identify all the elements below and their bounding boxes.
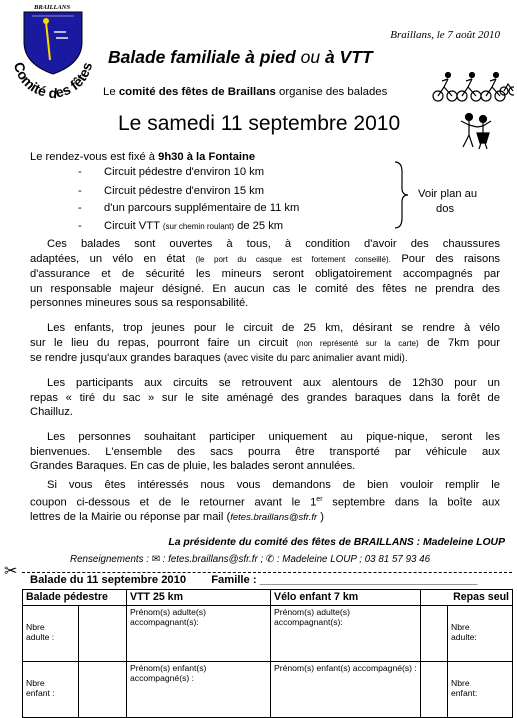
paragraph-lunch: Les participants aux circuits se retrouvent aux alentours de 12h30 pour un repas « tiré du sac » sur le site aménagé des grandes baraques dans la forêt de Chailluz. bbox=[30, 377, 500, 419]
column-header: VTT 25 km bbox=[127, 590, 271, 606]
adult-vtt-field[interactable]: Prénom(s) adulte(s) accompagnant(s): bbox=[127, 606, 271, 662]
column-header: Repas seul bbox=[421, 590, 513, 606]
paragraph-picnic: Les personnes souhaitant participer uniquement au pique-nique, seront les bienvenues. L'ensemble des sacs pourra être transporté par véhicule aux Grandes Baraques. En cas de pluie, les balades seront annulées. bbox=[30, 431, 500, 473]
contact-info: Renseignements : ✉ : fetes.braillans@sfr.fr ; ✆ : Madeleine LOUP ; 03 81 57 93 46 bbox=[70, 554, 431, 565]
list-item: - Circuit pédestre d'environ 15 km bbox=[78, 185, 265, 197]
telephone-icon: ✆ bbox=[265, 554, 275, 565]
adult-meal-field[interactable]: Nbre adulte: bbox=[448, 606, 513, 662]
table-row bbox=[23, 606, 513, 662]
list-item: - Circuit VTT (sur chemin roulant) de 25 km bbox=[78, 220, 284, 232]
adult-bike-field[interactable]: Prénom(s) adulte(s) accompagnant(s): bbox=[271, 606, 421, 662]
child-meal-field[interactable]: Nbre enfant: bbox=[448, 662, 513, 718]
registration-form bbox=[22, 589, 513, 718]
scissors-icon: ✂ bbox=[4, 563, 18, 580]
organiser-name: comité des fêtes de Braillans bbox=[118, 86, 276, 98]
column-header: Vélo enfant 7 km bbox=[271, 590, 421, 606]
adult-walk-field[interactable] bbox=[79, 606, 127, 662]
signature-line: La présidente du comité des fêtes de BRAILLANS : Madeleine LOUP bbox=[168, 537, 505, 548]
event-date-title: Le samedi 11 septembre 2010 bbox=[118, 112, 401, 135]
adult-count-label: Nbre adulte : bbox=[23, 606, 79, 662]
column-header: Balade pédestre bbox=[23, 590, 127, 606]
headline-part-2: à VTT bbox=[324, 47, 373, 67]
meeting-point: Le rendez-vous est fixé à 9h30 à la Fontaine bbox=[30, 151, 256, 163]
envelope-icon: ✉ bbox=[151, 554, 160, 565]
place-and-date: Braillans, le 7 août 2010 bbox=[390, 29, 500, 41]
cut-line bbox=[22, 572, 512, 573]
organiser-line: Le comité des fêtes de Braillans organise des balades bbox=[103, 86, 388, 98]
dancers-illustration bbox=[455, 111, 497, 151]
child-bike-field[interactable]: Prénom(s) enfant(s) accompagné(s) : bbox=[271, 662, 421, 718]
headline-or: ou bbox=[300, 47, 321, 67]
adult-meal-spacer bbox=[421, 606, 448, 662]
child-vtt-field[interactable]: Prénom(s) enfant(s) accompagné(s) : bbox=[127, 662, 271, 718]
comite-des-fetes-logo bbox=[2, 2, 100, 102]
meeting-point-place: 9h30 à la Fontaine bbox=[158, 151, 256, 163]
paragraph-equipment: Ces balades sont ouvertes à tous, à condition d'avoir des chaussures adaptées, un vélo en état (le port du casque est fortement conseillé). Pour des raisons d'assurance et de sécurité les mineurs seront obligatoirement accompagnés par un responsable majeur désigné. En aucun cas le comité des fêtes ne prendra des personnes mineures sous sa responsabilité. bbox=[30, 238, 501, 310]
form-heading: Balade du 11 septembre 2010 Famille : ___________________________________ bbox=[30, 574, 478, 586]
logo-top-text: BRAILLANS bbox=[34, 4, 71, 11]
list-item: - d'un parcours supplémentaire de 11 km bbox=[78, 202, 300, 214]
table-row bbox=[23, 662, 513, 718]
see-map-note: Voir plan au dos bbox=[418, 188, 478, 215]
paragraph-registration: Si vous êtes intéressés nous vous demandons de bien vouloir remplir le coupon ci-dessous et de le retourner avant le 1er septembre dans la boîte aux lettres de la Mairie ou réponse par mail (fetes.braillans@sfr.fr ) bbox=[30, 479, 500, 523]
page-headline bbox=[108, 47, 438, 68]
contact-email: fetes.braillans@sfr.fr bbox=[230, 511, 318, 523]
headline-part-1: Balade familiale à pied bbox=[108, 47, 296, 67]
brace-icon bbox=[393, 160, 409, 230]
list-item: - Circuit pédestre d'environ 10 km bbox=[78, 166, 265, 178]
child-meal-spacer bbox=[421, 662, 448, 718]
logo-ring-text: Comité des fêtes bbox=[10, 60, 96, 102]
child-count-label: Nbre enfant : bbox=[23, 662, 79, 718]
paragraph-children: Les enfants, trop jeunes pour le circuit de 25 km, désirant se rendre à vélo sur le lieu du repas, pourront faire un circuit (non représenté sur la carte) de 7km pour se rendre jusqu'aux grandes baraques (avec visite du parc animalier avant midi). bbox=[30, 322, 500, 365]
child-walk-field[interactable] bbox=[79, 662, 127, 718]
